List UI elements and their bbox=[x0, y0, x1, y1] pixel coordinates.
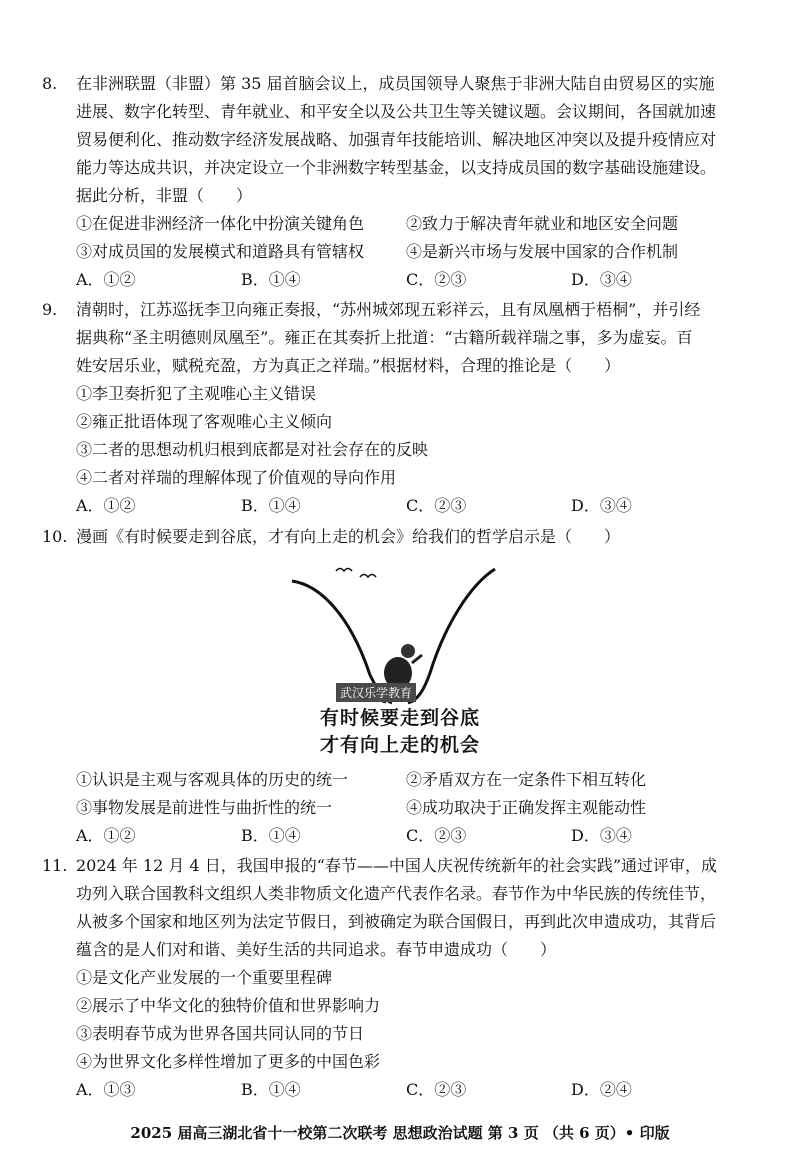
choice-b: B．①④ bbox=[241, 496, 301, 515]
statement: ③对成员国的发展模式和道路具有管辖权 bbox=[76, 242, 365, 261]
question-text: 进展、数字化转型、青年就业、和平安全以及公共卫生等关键议题。会议期间，各国就加速 bbox=[76, 102, 717, 121]
statement: ③表明春节成为世界各国共同认同的节日 bbox=[76, 1024, 365, 1043]
choice-d: D．③④ bbox=[571, 826, 632, 845]
statement: ②致力于解决青年就业和地区安全问题 bbox=[406, 214, 679, 233]
statement: ②雍正批语体现了客观唯心主义倾向 bbox=[76, 412, 333, 431]
bird-icon bbox=[360, 575, 376, 578]
question-text: 蕴含的是人们对和谐、美好生活的共同追求。春节申遗成功（ ） bbox=[76, 940, 557, 959]
choice-b: B．①④ bbox=[241, 270, 301, 289]
choice-d: D．②④ bbox=[571, 1080, 632, 1099]
question-number: 8. bbox=[42, 74, 58, 93]
question-text: 清朝时，江苏巡抚李卫向雍正奏报，“苏州城郊现五彩祥云，且有凤凰栖于梧桐”，并引经 bbox=[76, 300, 701, 319]
watermark: 武汉乐学教育 bbox=[336, 683, 416, 702]
statement: ④二者对祥瑞的理解体现了价值观的导向作用 bbox=[76, 468, 397, 487]
answer-choices bbox=[42, 492, 772, 520]
answer-choices bbox=[42, 822, 772, 850]
page-footer: 2025 届高三湖北省十一校第二次联考 思想政治试题 第 3 页 （共 6 页）• 印版 bbox=[130, 1124, 670, 1142]
statement: ①认识是主观与客观具体的历史的统一 bbox=[76, 770, 349, 789]
statement: ③二者的思想动机归根到底都是对社会存在的反映 bbox=[76, 440, 429, 459]
question-text: 姓安居乐业，赋税充盈，方为真正之祥瑞。”根据材料，合理的推论是（ ） bbox=[76, 356, 621, 375]
choice-a: A．①③ bbox=[76, 1080, 136, 1099]
question-11 bbox=[42, 852, 772, 1104]
bird-icon bbox=[336, 569, 352, 572]
question-text: 据典称“圣主明德则凤凰至”。雍正在其奏折上批道：“古籍所载祥瑞之事，多为虚妄。百 bbox=[76, 328, 693, 347]
statement: ④为世界文化多样性增加了更多的中国色彩 bbox=[76, 1052, 381, 1071]
statement: ④是新兴市场与发展中国家的合作机制 bbox=[406, 242, 679, 261]
question-text: 据此分析，非盟（ ） bbox=[76, 186, 253, 205]
choice-d: D．③④ bbox=[571, 270, 632, 289]
question-10 bbox=[42, 523, 772, 551]
statement: ①是文化产业发展的一个重要里程碑 bbox=[76, 968, 333, 987]
question-9 bbox=[42, 296, 772, 520]
choice-c: C．②③ bbox=[406, 496, 467, 515]
question-text: 2024 年 12 月 4 日，我国申报的“春节——中国人庆祝传统新年的社会实践”通过评审，成 bbox=[76, 856, 718, 875]
question-text: 从被多个国家和地区列为法定节假日，到被确定为联合国假日，再到此次申遗成功，其背后 bbox=[76, 912, 717, 931]
choice-c: C．②③ bbox=[406, 270, 467, 289]
choice-c: C．②③ bbox=[406, 1080, 467, 1099]
question-number: 9. bbox=[42, 300, 58, 319]
question-text: 在非洲联盟（非盟）第 35 届首脑会议上，成员国领导人聚焦于非洲大陆自由贸易区的实施 bbox=[76, 74, 715, 93]
choice-c: C．②③ bbox=[406, 826, 467, 845]
choice-b: B．①④ bbox=[241, 1080, 301, 1099]
statement: ②矛盾双方在一定条件下相互转化 bbox=[406, 770, 647, 789]
choice-b: B．①④ bbox=[241, 826, 301, 845]
choice-a: A．①② bbox=[76, 270, 136, 289]
question-text: 能力等达成共识，并决定设立一个非洲数字转型基金，以支持成员国的数字基础设施建设。 bbox=[76, 158, 717, 177]
question-text: 漫画《有时候要走到谷底，才有向上走的机会》给我们的哲学启示是（ ） bbox=[76, 527, 621, 546]
choice-a: A．①② bbox=[76, 826, 136, 845]
statement: ④成功取决于正确发挥主观能动性 bbox=[406, 798, 647, 817]
cartoon-caption-line-1: 有时候要走到谷底 bbox=[319, 707, 480, 729]
statement: ③事物发展是前进性与曲折性的统一 bbox=[76, 798, 333, 817]
cartoon-caption-line-2: 才有向上走的机会 bbox=[319, 734, 480, 756]
question-10-options bbox=[42, 766, 772, 850]
valley-right-wall bbox=[408, 569, 495, 703]
statement: ①在促进非洲经济一体化中扮演关键角色 bbox=[76, 214, 365, 233]
choice-a: A．①② bbox=[76, 496, 136, 515]
answer-choices bbox=[42, 266, 772, 294]
answer-choices bbox=[42, 1076, 772, 1104]
question-8 bbox=[42, 70, 772, 294]
statement: ②展示了中华文化的独特价值和世界影响力 bbox=[76, 996, 381, 1015]
statement: ①李卫奏折犯了主观唯心主义错误 bbox=[76, 384, 317, 403]
question-text: 功列入联合国教科文组织人类非物质文化遗产代表作名录。春节作为中华民族的传统佳节， bbox=[76, 884, 717, 903]
question-number: 10. bbox=[42, 527, 68, 546]
question-text: 贸易便利化、推动数字经济发展战略、加强青年技能培训、解决地区冲突以及提升疫情应对 bbox=[76, 130, 717, 149]
question-number: 11. bbox=[42, 856, 68, 875]
choice-d: D．③④ bbox=[571, 496, 632, 515]
